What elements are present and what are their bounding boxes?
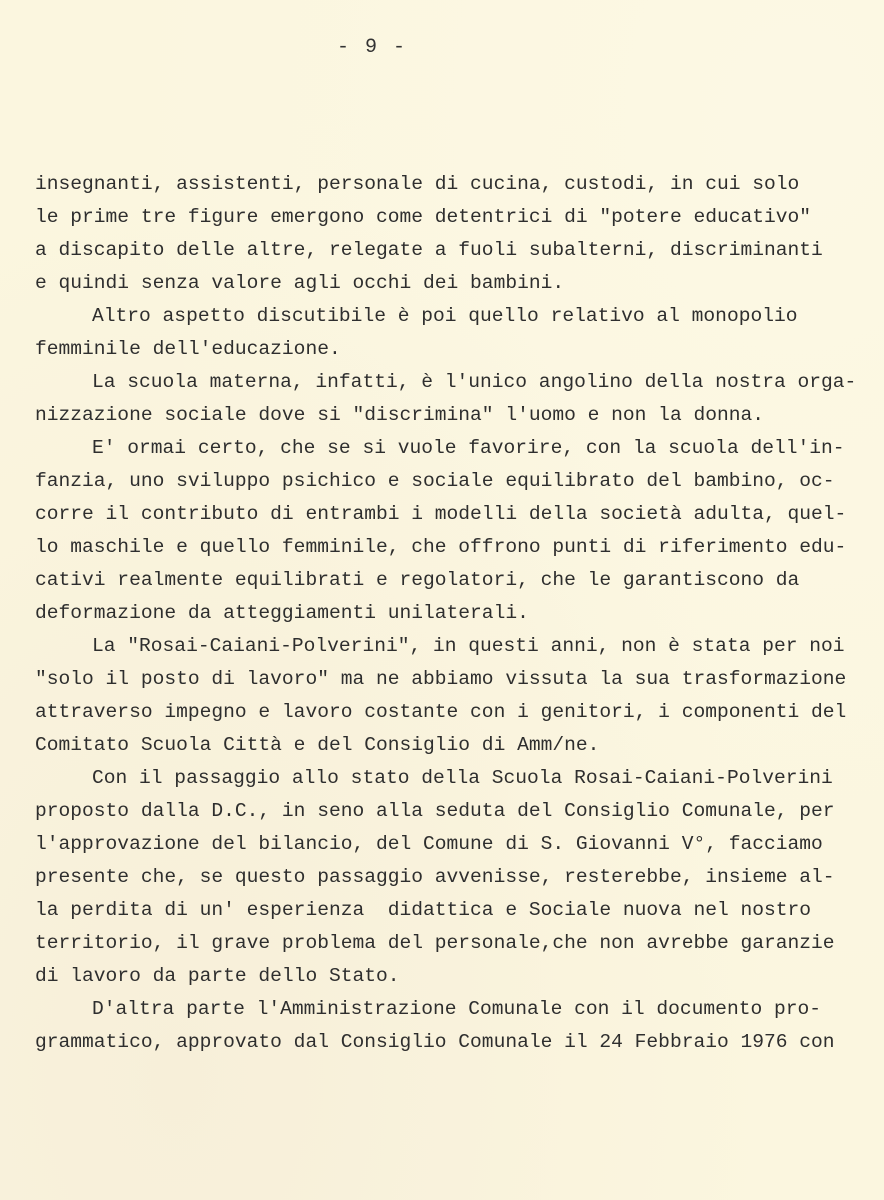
document-body <box>35 170 855 1061</box>
text-line: nizzazione sociale dove si "discrimina" l'uomo e non la donna. <box>35 404 765 426</box>
text-line: "solo il posto di lavoro" ma ne abbiamo vissuta la sua trasformazione <box>35 668 847 690</box>
text-line: La scuola materna, infatti, è l'unico angolino della nostra orga- <box>92 371 857 393</box>
text-line: presente che, se questo passaggio avvenisse, resterebbe, insieme al- <box>35 866 835 888</box>
text-line: a discapito delle altre, relegate a fuoli subalterni, discriminanti <box>35 239 823 261</box>
page-number: - 9 - <box>336 36 407 59</box>
text-line: La "Rosai-Caiani-Polverini", in questi anni, non è stata per noi <box>92 635 845 657</box>
text-line: Con il passaggio allo stato della Scuola Rosai-Caiani-Polverini <box>92 767 833 789</box>
text-line: proposto dalla D.C., in seno alla seduta del Consiglio Comunale, per <box>35 800 835 822</box>
text-line: deformazione da atteggiamenti unilaterali. <box>35 602 529 624</box>
text-line: l'approvazione del bilancio, del Comune di S. Giovanni V°, facciamo <box>35 833 823 855</box>
text-line: fanzia, uno sviluppo psichico e sociale equilibrato del bambino, oc- <box>35 470 835 492</box>
text-line: le prime tre figure emergono come detentrici di "potere educativo" <box>35 206 812 228</box>
text-line: D'altra parte l'Amministrazione Comunale con il documento pro- <box>92 998 822 1020</box>
text-line: la perdita di un' esperienza didattica e Sociale nuova nel nostro <box>35 899 812 921</box>
text-line: corre il contributo di entrambi i modelli della società adulta, quel- <box>35 503 847 525</box>
text-line: territorio, il grave problema del personale,che non avrebbe garanzie <box>35 932 835 954</box>
text-line: di lavoro da parte dello Stato. <box>35 965 400 987</box>
text-line: grammatico, approvato dal Consiglio Comunale il 24 Febbraio 1976 con <box>35 1031 835 1053</box>
text-line: E' ormai certo, che se si vuole favorire, con la scuola dell'in- <box>92 437 845 459</box>
text-line: insegnanti, assistenti, personale di cucina, custodi, in cui solo <box>35 173 800 195</box>
text-line: Altro aspetto discutibile è poi quello relativo al monopolio <box>92 305 798 327</box>
text-line: cativi realmente equilibrati e regolatori, che le garantiscono da <box>35 569 800 591</box>
text-line: attraverso impegno e lavoro costante con i genitori, i componenti del <box>35 701 847 723</box>
text-line: Comitato Scuola Città e del Consiglio di Amm/ne. <box>35 734 600 756</box>
text-line: e quindi senza valore agli occhi dei bambini. <box>35 272 565 294</box>
text-line: femminile dell'educazione. <box>35 338 341 360</box>
text-line: lo maschile e quello femminile, che offrono punti di riferimento edu- <box>35 536 847 558</box>
